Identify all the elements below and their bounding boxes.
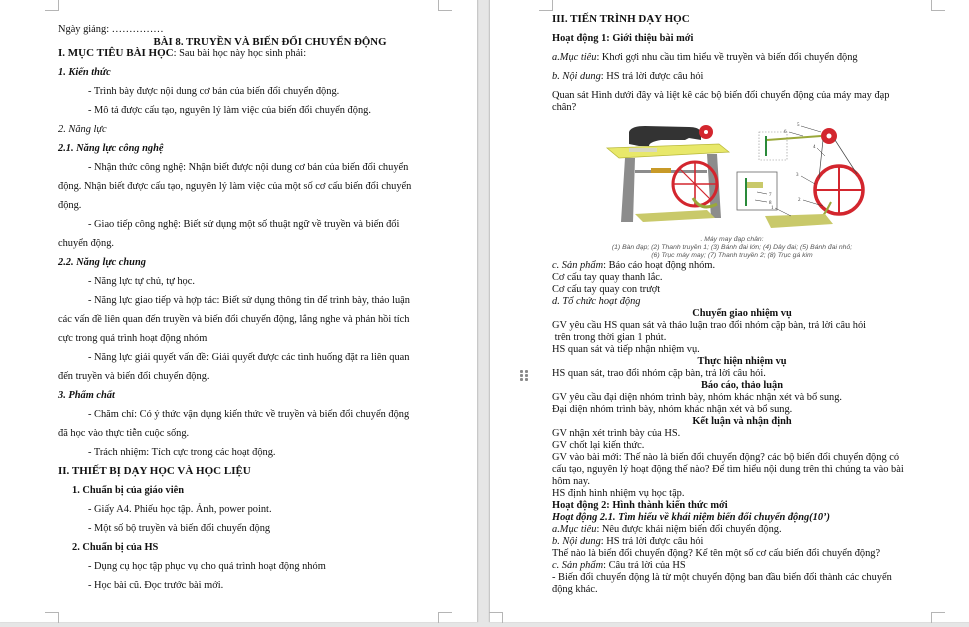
drag-handle-icon[interactable] [520,370,530,382]
step-line: GV yêu cầu HS quan sát và thảo luận trao đổi nhóm cặp bàn, trả lời câu hỏi [552,320,867,331]
activity1-title: Hoạt động 1: Giới thiệu bài mới [552,33,694,44]
sewing-machine-illustration [589,118,919,236]
content-label: b. Nội dung [552,536,601,547]
heading-suffix: : Sau bài học này học sinh phải: [173,48,307,59]
objective-label: a.Mục tiêu [552,52,597,63]
margin-corner-mark [931,0,945,11]
answer-line: động khác. [552,584,598,595]
activity2-subtitle: Hoạt động 2.1. Tìm hiểu về khái niệm biến đổi chuyển động(10’) [552,512,830,523]
section-equipment-heading: II. THIẾT BỊ DẠY HỌC VÀ HỌC LIỆU [58,465,251,477]
step-line: GV yêu cầu đại diện nhóm trình bày, nhóm khác nhận xét và bổ sung. [552,392,843,403]
tech-item-line: động. [58,200,82,211]
student-prep-heading: 2. Chuẩn bị của HS [72,542,159,553]
objective-text: : Nêu được khái niệm biến đổi chuyển động. [596,524,782,535]
competence-heading: 2. Năng lực [58,124,107,135]
product-label: c. Sản phẩm [552,560,604,571]
margin-corner-mark [438,612,452,623]
margin-corner-mark [931,612,945,623]
margin-corner-mark [45,612,59,623]
product-item: Cơ cấu tay quay con trượt [552,284,661,295]
content-text: : HS trả lời được câu hỏi [600,536,704,547]
content-label: b. Nội dung [552,71,601,82]
activity2-content [552,536,932,548]
knowledge-item: - Mô tả được cấu tạo, nguyên lý làm việc của biến đổi chuyển động. [88,105,371,116]
activity2-title: Hoạt động 2: Hình thành kiến thức mới [552,500,728,511]
tech-item-line: - Nhận thức công nghệ: Nhận biết được nội dung cơ bản của biến đổi chuyển [88,162,409,173]
sewing-machine-figure [589,118,919,236]
activity2-question: Thế nào là biến đổi chuyển động? Kể tên một số cơ cấu biến đổi chuyển động? [552,548,881,559]
quality-item-line: - Chăm chỉ: Có ý thức vận dụng kiến thức về truyền và biến đổi chuyển động [88,409,410,420]
general-item-line: đến truyền và biến đổi chuyển động. [58,371,210,382]
margin-corner-mark [45,0,59,11]
svg-text:1: 1 [771,206,774,211]
tech-competence-heading: 2.1. Năng lực công nghệ [58,143,164,154]
step-line: HS định hình nhiệm vụ học tập. [552,488,685,499]
section-process-heading: III. TIẾN TRÌNH DẠY HỌC [552,13,690,25]
step-line: Đại diện nhóm trình bày, nhóm khác nhận xét và bổ sung. [552,404,793,415]
objective-label: a.Mục tiêu [552,524,597,535]
product-text: : Báo cáo hoạt động nhóm. [603,260,716,271]
activity1-question-line: Quan sát Hình dưới đây và liệt kê các bộ biến đổi chuyển động của máy may đạp [552,90,890,101]
tech-item-line: chuyển động. [58,238,114,249]
step-line: trên trong thời gian 1 phút. [552,332,667,343]
quality-item-line: - Trách nhiệm: Tích cực trong các hoạt động. [88,447,276,458]
organize-heading: d. Tổ chức hoạt động [552,296,641,307]
activity1-question-line: chân? [552,102,577,113]
activity2-objective [552,524,932,536]
right-page-body [552,10,932,596]
answer-line: - Biến đổi chuyển động là từ một chuyển động ban đầu biến đổi thành các chuyển [552,572,892,583]
product-item: Cơ cấu tay quay thanh lắc. [552,272,663,283]
knowledge-heading: 1. Kiến thức [58,67,111,78]
svg-text:4: 4 [813,145,816,150]
figure-caption-line: (1) Bàn đạp; (2) Thanh truyền 1; (3) Bánh đai lớn; (4) Dây đai; (5) Bánh đai nhỏ; [611,244,853,251]
document-page-right [489,0,969,622]
heading-text: I. MỤC TIÊU BÀI HỌC [58,47,174,59]
activity1-product [552,260,932,272]
svg-text:8: 8 [769,201,772,206]
step-line: HS quan sát, trao đổi nhóm cặp bàn, trả lời câu hỏi. [552,368,766,379]
content-text: : HS trả lời được câu hỏi [600,71,704,82]
figure-caption-line: (6) Trục máy may; (7) Thanh truyền 2; (8) Trục gá kim [651,252,813,259]
objective-text: : Khơi gợi nhu cầu tìm hiểu về truyền và biến đổi chuyển động [596,52,858,63]
teacher-prep-heading: 1. Chuẩn bị của giáo viên [72,485,185,496]
student-prep-item: - Dụng cụ học tập phục vụ cho quá trình hoạt động nhóm [88,561,326,572]
quality-heading: 3. Phẩm chất [58,390,115,401]
activity1-content [552,67,932,86]
general-item-line: cực trong quá trình hoạt động nhóm [58,333,208,344]
left-page-body [58,24,452,595]
margin-corner-mark [438,0,452,11]
svg-text:3: 3 [796,173,799,178]
teacher-prep-item: - Một số bộ truyền và biến đổi chuyển động [88,523,271,534]
margin-corner-mark [539,0,553,11]
general-item-line: các vấn đề liên quan đến truyền và biến đổi chuyển động, lắng nghe và phản hồi tích [58,314,410,325]
svg-text:6: 6 [784,130,787,135]
margin-corner-mark [489,612,503,623]
knowledge-item: - Trình bày được nội dung cơ bản của biến đổi chuyển động. [88,86,340,97]
svg-text:5: 5 [797,123,800,128]
activity1-objective [552,48,932,67]
tech-item-line: - Giao tiếp công nghệ: Biết sử dụng một số thuật ngữ về truyền và biến đổi [88,219,400,230]
step-heading-perform: Thực hiện nhiệm vụ [697,356,787,367]
product-label: c. Sản phẩm [552,260,604,271]
activity2-product [552,560,932,572]
teacher-prep-item: - Giấy A4. Phiếu học tập. Ảnh, power point. [88,504,272,515]
student-prep-item: - Học bài cũ. Đọc trước bài mới. [88,580,224,591]
step-line: cấu tạo, nguyên lý hoạt động thế nào? Để tìm hiểu nội dung trên thì chúng ta vào bài [552,464,904,475]
step-heading-conclude: Kết luận và nhận định [692,416,792,427]
general-item-line: - Năng lực giải quyết vấn đề: Giải quyết được các tình huống đặt ra liên quan [88,352,410,363]
section-objectives-heading [58,47,452,60]
general-item-line: - Năng lực giao tiếp và hợp tác: Biết sử dụng thông tin để trình bày, thảo luận [88,295,410,306]
general-item-line: - Năng lực tự chủ, tự học. [88,276,195,287]
svg-text:2: 2 [798,198,801,203]
document-page-left [0,0,478,622]
step-line: GV vào bài mới: Thế nào là biến đổi chuyển động? các bộ biến đổi chuyển động có [552,452,900,463]
tech-item-line: động. Nhận biết được cấu tạo, nguyên lý làm việc của một số cơ cấu biến đổi chuyển [58,181,412,192]
product-text: : Câu trả lời của HS [603,560,686,571]
figure-caption-title: . Máy may đạp chân: [700,236,764,243]
svg-text:7: 7 [769,193,772,198]
lesson-title: BÀI 8. TRUYỀN VÀ BIẾN ĐỔI CHUYỂN ĐỘNG [153,36,387,48]
date-line: Ngày giảng: …………… [58,24,164,35]
step-heading-assign: Chuyển giao nhiệm vụ [692,308,792,319]
step-line: GV nhận xét trình bày của HS. [552,428,681,439]
step-line: GV chốt lại kiến thức. [552,440,645,451]
step-heading-report: Báo cáo, thảo luận [701,380,783,391]
quality-item-line: đã học vào thực tiễn cuộc sống. [58,428,190,439]
step-line: HS quan sát và tiếp nhận nhiệm vụ. [552,344,700,355]
step-line: hôm nay. [552,476,590,487]
general-competence-heading: 2.2. Năng lực chung [58,257,146,268]
